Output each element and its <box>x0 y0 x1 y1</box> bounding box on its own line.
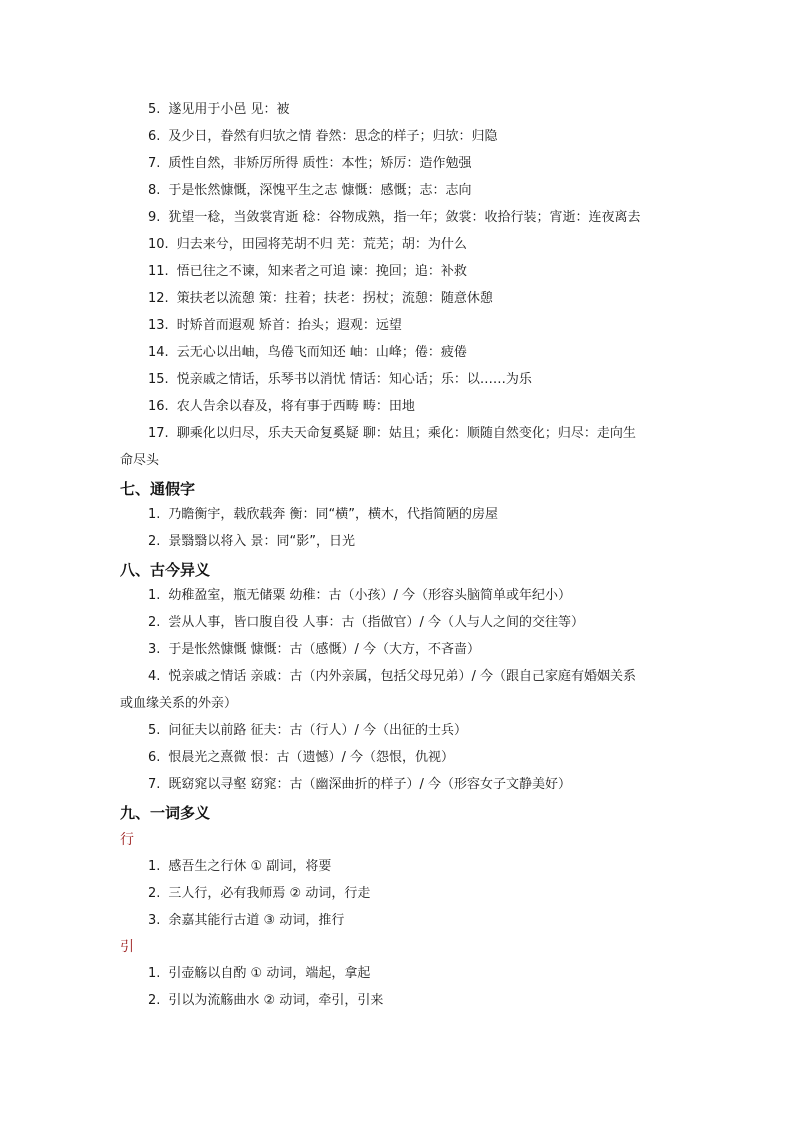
list-item: 8. 于是怅然慷慨，深愧平生之志 慷慨：感慨；志：志向 <box>148 183 472 198</box>
list-item: 4. 悦亲戚之情话 亲戚：古（内外亲属，包括父母兄弟）/ 今（跟自己家庭有婚姻关系 <box>148 669 637 684</box>
list-item: 1. 幼稚盈室，瓶无储粟 幼稚：古（小孩）/ 今（形容头脑简单或年纪小） <box>148 588 572 603</box>
list-item: 3. 于是怅然慷慨 慷慨：古（感慨）/ 今（大方，不吝啬） <box>148 642 481 657</box>
section-heading-yiciduoyi: 九、一词多义 <box>120 804 211 822</box>
list-item: 2. 尝从人事，皆口腹自役 人事：古（指做官）/ 今（人与人之间的交往等） <box>148 615 585 630</box>
list-item: 7. 既窈窕以寻壑 窈窕：古（幽深曲折的样子）/ 今（形容女子文静美好） <box>148 777 572 792</box>
list-item: 2. 引以为流觞曲水 ② 动词，牵引，引来 <box>148 993 384 1008</box>
list-item: 1. 引壶觞以自酌 ① 动词，端起，拿起 <box>148 966 371 981</box>
word-heading-xing: 行 <box>120 832 134 848</box>
list-item: 5. 遂见用于小邑 见：被 <box>148 102 290 117</box>
list-item-continuation: 命尽头 <box>120 453 160 468</box>
list-item: 13. 时矫首而遐观 矫首：抬头；遐观：远望 <box>148 318 402 333</box>
list-item: 2. 景翳翳以将入 景：同“影”，日光 <box>148 534 356 549</box>
list-item: 3. 余嘉其能行古道 ③ 动词，推行 <box>148 913 345 928</box>
list-item: 2. 三人行，必有我师焉 ② 动词，行走 <box>148 886 371 901</box>
word-heading-yin: 引 <box>120 939 134 955</box>
list-item: 1. 感吾生之行休 ① 副词，将要 <box>148 859 332 874</box>
list-item: 7. 质性自然，非矫厉所得 质性：本性；矫厉：造作勉强 <box>148 156 472 171</box>
section-heading-gujinyiyi: 八、古今异义 <box>120 561 211 579</box>
list-item: 6. 及少日，眷然有归欤之情 眷然：思念的样子；归欤：归隐 <box>148 129 498 144</box>
list-item: 1. 乃瞻衡宇，载欣载奔 衡：同“横”，横木，代指简陋的房屋 <box>148 507 499 522</box>
list-item: 5. 问征夫以前路 征夫：古（行人）/ 今（出征的士兵） <box>148 723 468 738</box>
list-item: 9. 犹望一稔，当敛裳宵逝 稔：谷物成熟，指一年；敛裳：收拾行装；宵逝：连夜离去 <box>148 210 641 225</box>
section-heading-tongjiazi: 七、通假字 <box>120 480 196 498</box>
list-item: 15. 悦亲戚之情话，乐琴书以消忧 情话：知心话；乐：以……为乐 <box>148 372 532 387</box>
list-item: 11. 悟已往之不谏，知来者之可追 谏：挽回；追：补救 <box>148 264 467 279</box>
list-item-continuation: 或血缘关系的外亲） <box>120 696 238 711</box>
list-item: 17. 聊乘化以归尽，乐夫天命复奚疑 聊：姑且；乘化：顺随自然变化；归尽：走向生 <box>148 426 636 441</box>
list-item: 12. 策扶老以流憩 策：拄着；扶老：拐杖；流憩：随意休憩 <box>148 291 493 306</box>
list-item: 6. 恨晨光之熹微 恨：古（遗憾）/ 今（怨恨，仇视） <box>148 750 455 765</box>
list-item: 14. 云无心以出岫，鸟倦飞而知还 岫：山峰；倦：疲倦 <box>148 345 467 360</box>
list-item: 16. 农人告余以春及，将有事于西畴 畴：田地 <box>148 399 415 414</box>
list-item: 10. 归去来兮，田园将芜胡不归 芜：荒芜；胡：为什么 <box>148 237 467 252</box>
